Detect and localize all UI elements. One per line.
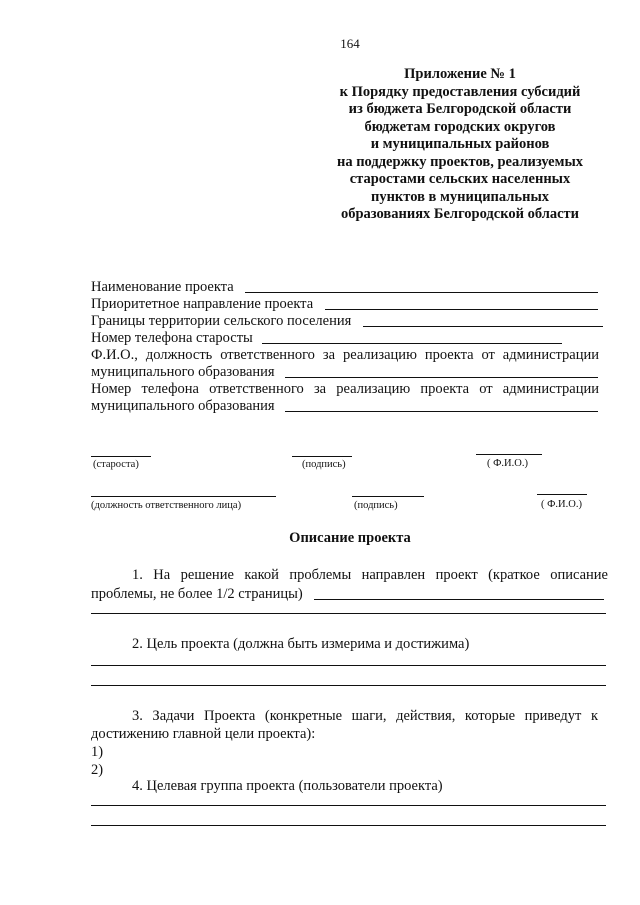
fio-line[interactable] bbox=[476, 454, 542, 455]
item3-sub-1: 1) bbox=[91, 744, 104, 760]
responsible-phone-label-cont: муниципального образования bbox=[91, 398, 275, 414]
territory-borders-line[interactable] bbox=[363, 326, 603, 327]
item1-answer-line-2[interactable] bbox=[91, 613, 606, 614]
item2-answer-line[interactable] bbox=[91, 665, 606, 666]
appendix-title: Приложение № 1 bbox=[404, 66, 516, 82]
elder-phone-line[interactable] bbox=[262, 343, 562, 344]
item2-answer-line-2[interactable] bbox=[91, 685, 606, 686]
appendix-line: на поддержку проектов, реализуемых bbox=[336, 153, 584, 170]
responsible-phone-label: Номер телефона ответственного за реализацию проекта от администрации bbox=[91, 381, 599, 397]
item2-text: 2. Цель проекта (должна быть измерима и достижима) bbox=[132, 636, 470, 652]
item3-text-cont: достижению главной цели проекта): bbox=[91, 726, 316, 742]
item1-answer-line[interactable] bbox=[314, 599, 604, 600]
responsible-name-label-cont: муниципального образования bbox=[91, 364, 275, 380]
appendix-line: и муниципальных районов bbox=[370, 136, 550, 152]
signature-caption: (подпись) bbox=[302, 459, 346, 470]
description-heading: Описание проекта bbox=[289, 530, 411, 546]
priority-direction-label: Приоритетное направление проекта bbox=[91, 296, 314, 312]
project-name-label: Наименование проекта bbox=[91, 279, 234, 295]
project-name-line[interactable] bbox=[245, 292, 598, 293]
appendix-line: к Порядку предоставления субсидий bbox=[339, 83, 581, 100]
signature-line-2[interactable] bbox=[352, 496, 424, 497]
item1-text-cont: проблемы, не более 1/2 страницы) bbox=[91, 586, 303, 602]
elder-caption: (староста) bbox=[93, 459, 139, 470]
item1-text: 1. На решение какой проблемы направлен проект (краткое описание bbox=[132, 567, 608, 583]
appendix-line: образованиях Белгородской области bbox=[340, 206, 580, 222]
item4-text: 4. Целевая группа проекта (пользователи проекта) bbox=[132, 778, 443, 794]
position-signature-line[interactable] bbox=[91, 496, 276, 497]
elder-phone-label: Номер телефона старосты bbox=[91, 330, 253, 346]
appendix-header bbox=[300, 66, 620, 224]
responsible-name-line[interactable] bbox=[285, 377, 598, 378]
appendix-line: пунктов в муниципальных bbox=[370, 188, 550, 205]
item4-answer-line-2[interactable] bbox=[91, 825, 606, 826]
signature-line[interactable] bbox=[292, 456, 352, 457]
appendix-line: из бюджета Белгородской области bbox=[348, 101, 572, 117]
position-caption: (должность ответственного лица) bbox=[91, 500, 242, 511]
item3-sub-2: 2) bbox=[91, 762, 104, 778]
appendix-line: старостами сельских населенных bbox=[349, 171, 571, 187]
page-number: 164 bbox=[340, 36, 360, 51]
responsible-phone-line[interactable] bbox=[285, 411, 598, 412]
elder-signature-line[interactable] bbox=[91, 456, 151, 457]
item4-answer-line[interactable] bbox=[91, 805, 606, 806]
signature-caption-2: (подпись) bbox=[354, 500, 398, 511]
responsible-name-label: Ф.И.О., должность ответственного за реализацию проекта от администрации bbox=[91, 347, 599, 363]
fio-line-2[interactable] bbox=[537, 494, 587, 495]
appendix-line: бюджетам городских округов bbox=[364, 118, 556, 135]
fio-caption-2: ( Ф.И.О.) bbox=[541, 499, 582, 510]
priority-direction-line[interactable] bbox=[325, 309, 598, 310]
territory-borders-label: Границы территории сельского поселения bbox=[91, 313, 352, 329]
item3-text: 3. Задачи Проекта (конкретные шаги, действия, которые приведут к bbox=[132, 708, 598, 724]
fio-caption: ( Ф.И.О.) bbox=[487, 458, 528, 469]
